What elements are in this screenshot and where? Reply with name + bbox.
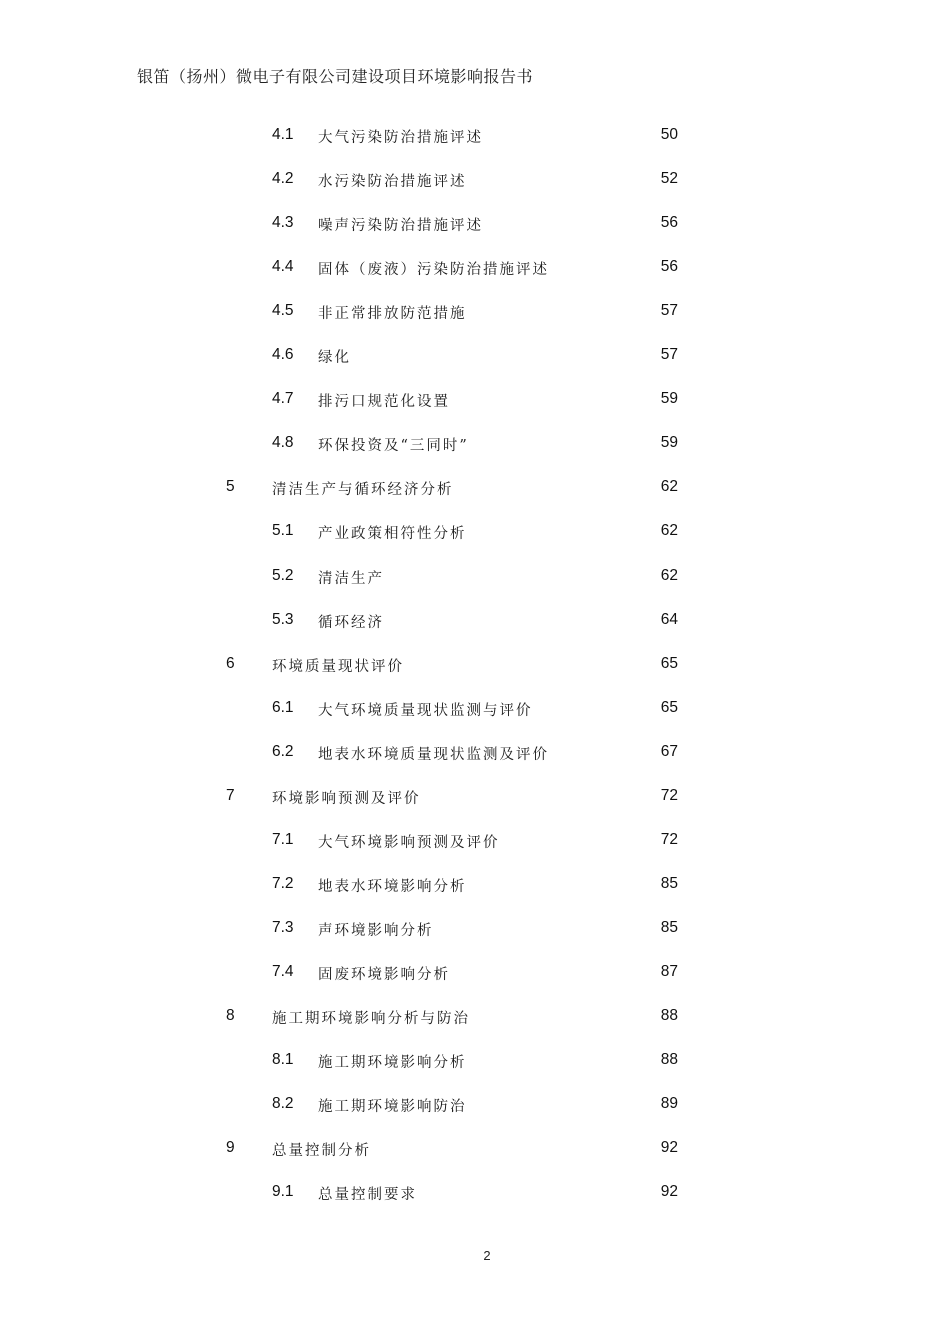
toc-entry[interactable] — [0, 787, 950, 811]
toc-entry-number: 7.3 — [272, 919, 294, 936]
toc-entry[interactable] — [0, 963, 950, 987]
toc-entry-number: 7.1 — [272, 831, 294, 848]
toc-entry-number: 5.1 — [272, 522, 294, 539]
toc-entry-title: 固体（废液）污染防治措施评述 — [318, 262, 549, 278]
page-number: 2 — [483, 1248, 491, 1263]
toc-entry-number: 7 — [226, 787, 235, 804]
toc-entry-title: 环境影响预测及评价 — [272, 791, 421, 807]
toc-entry[interactable] — [0, 478, 950, 502]
toc-entry-number: 6.2 — [272, 743, 294, 760]
toc-entry-title: 清洁生产 — [318, 571, 384, 587]
toc-entry[interactable] — [0, 1183, 950, 1207]
toc-entry-title: 大气环境影响预测及评价 — [318, 835, 500, 851]
toc-entry-page: 65 — [660, 699, 678, 716]
toc-entry-number: 4.3 — [272, 214, 294, 231]
toc-entry-page: 52 — [660, 170, 678, 187]
toc-entry-page: 72 — [660, 787, 678, 804]
toc-entry[interactable] — [0, 1051, 950, 1075]
toc-entry-title: 施工期环境影响防治 — [318, 1099, 467, 1115]
toc-entry-title: 固废环境影响分析 — [318, 967, 450, 983]
toc-entry[interactable] — [0, 611, 950, 635]
toc-entry[interactable] — [0, 214, 950, 238]
toc-entry[interactable] — [0, 346, 950, 370]
toc-entry-title: 绿化 — [318, 350, 351, 366]
toc-entry-title: 环境质量现状评价 — [272, 659, 404, 675]
toc-entry-number: 9.1 — [272, 1183, 294, 1200]
toc-entry-title: 大气污染防治措施评述 — [318, 130, 483, 146]
toc-entry-number: 4.4 — [272, 258, 294, 275]
toc-entry-title: 地表水环境影响分析 — [318, 879, 467, 895]
toc-entry-title: 水污染防治措施评述 — [318, 174, 467, 190]
toc-entry-number: 6.1 — [272, 699, 294, 716]
toc-entry[interactable] — [0, 258, 950, 282]
toc-entry-page: 56 — [660, 214, 678, 231]
toc-entry-title: 产业政策相符性分析 — [318, 526, 467, 542]
toc-entry-title: 环保投资及“三同时” — [318, 438, 469, 454]
toc-entry-number: 7.4 — [272, 963, 294, 980]
toc-entry[interactable] — [0, 875, 950, 899]
toc-entry-title: 循环经济 — [318, 615, 384, 631]
toc-entry[interactable] — [0, 655, 950, 679]
toc-entry-page: 57 — [660, 346, 678, 363]
toc-entry[interactable] — [0, 699, 950, 723]
toc-entry[interactable] — [0, 831, 950, 855]
toc-entry-number: 4.2 — [272, 170, 294, 187]
toc-entry-title: 施工期环境影响分析 — [318, 1055, 467, 1071]
toc-entry-page: 88 — [660, 1051, 678, 1068]
toc-entry-page: 59 — [660, 434, 678, 451]
toc-entry-page: 87 — [660, 963, 678, 980]
toc-entry[interactable] — [0, 126, 950, 150]
document-header-title: 银笛（扬州）微电子有限公司建设项目环境影响报告书 — [137, 67, 534, 86]
toc-entry-title: 总量控制分析 — [272, 1143, 371, 1159]
toc-entry[interactable] — [0, 1139, 950, 1163]
toc-entry-number: 8.2 — [272, 1095, 294, 1112]
toc-entry[interactable] — [0, 1095, 950, 1119]
toc-entry-page: 92 — [660, 1139, 678, 1156]
toc-entry-page: 85 — [660, 875, 678, 892]
toc-entry-page: 64 — [660, 611, 678, 628]
toc-entry[interactable] — [0, 302, 950, 326]
toc-entry-page: 62 — [660, 478, 678, 495]
toc-entry-title: 声环境影响分析 — [318, 923, 434, 939]
toc-entry-title: 施工期环境影响分析与防治 — [272, 1011, 470, 1027]
toc-entry-page: 67 — [660, 743, 678, 760]
toc-entry-number: 8.1 — [272, 1051, 294, 1068]
toc-entry-page: 57 — [660, 302, 678, 319]
toc-entry-number: 9 — [226, 1139, 235, 1156]
toc-entry-page: 72 — [660, 831, 678, 848]
toc-entry-page: 89 — [660, 1095, 678, 1112]
toc-entry-page: 88 — [660, 1007, 678, 1024]
toc-entry[interactable] — [0, 567, 950, 591]
toc-entry-number: 7.2 — [272, 875, 294, 892]
toc-entry-page: 62 — [660, 522, 678, 539]
toc-entry-number: 4.1 — [272, 126, 294, 143]
toc-entry-title: 噪声污染防治措施评述 — [318, 218, 483, 234]
toc-entry-number: 4.5 — [272, 302, 294, 319]
toc-entry[interactable] — [0, 390, 950, 414]
toc-entry-number: 6 — [226, 655, 235, 672]
toc-entry[interactable] — [0, 170, 950, 194]
toc-entry-title: 大气环境质量现状监测与评价 — [318, 703, 533, 719]
toc-entry[interactable] — [0, 919, 950, 943]
toc-entry-page: 92 — [660, 1183, 678, 1200]
toc-entry-number: 8 — [226, 1007, 235, 1024]
toc-entry-number: 5 — [226, 478, 235, 495]
toc-entry-title: 总量控制要求 — [318, 1187, 417, 1203]
toc-entry-page: 50 — [660, 126, 678, 143]
toc-entry-page: 65 — [660, 655, 678, 672]
toc-entry-page: 59 — [660, 390, 678, 407]
toc-entry[interactable] — [0, 522, 950, 546]
toc-entry[interactable] — [0, 743, 950, 767]
toc-entry-number: 4.8 — [272, 434, 294, 451]
toc-entry-title: 排污口规范化设置 — [318, 394, 450, 410]
toc-entry-page: 62 — [660, 567, 678, 584]
toc-entry-title: 清洁生产与循环经济分析 — [272, 482, 454, 498]
toc-entry-number: 5.3 — [272, 611, 294, 628]
toc-entry-page: 85 — [660, 919, 678, 936]
toc-entry-title: 地表水环境质量现状监测及评价 — [318, 747, 549, 763]
toc-entry-number: 5.2 — [272, 567, 294, 584]
toc-entry-number: 4.7 — [272, 390, 294, 407]
page-footer — [0, 1248, 950, 1263]
toc-entry-title: 非正常排放防范措施 — [318, 306, 467, 322]
toc-entry-number: 4.6 — [272, 346, 294, 363]
toc-entry[interactable] — [0, 1007, 950, 1031]
toc-entry-page: 56 — [660, 258, 678, 275]
toc-entry[interactable] — [0, 434, 950, 458]
